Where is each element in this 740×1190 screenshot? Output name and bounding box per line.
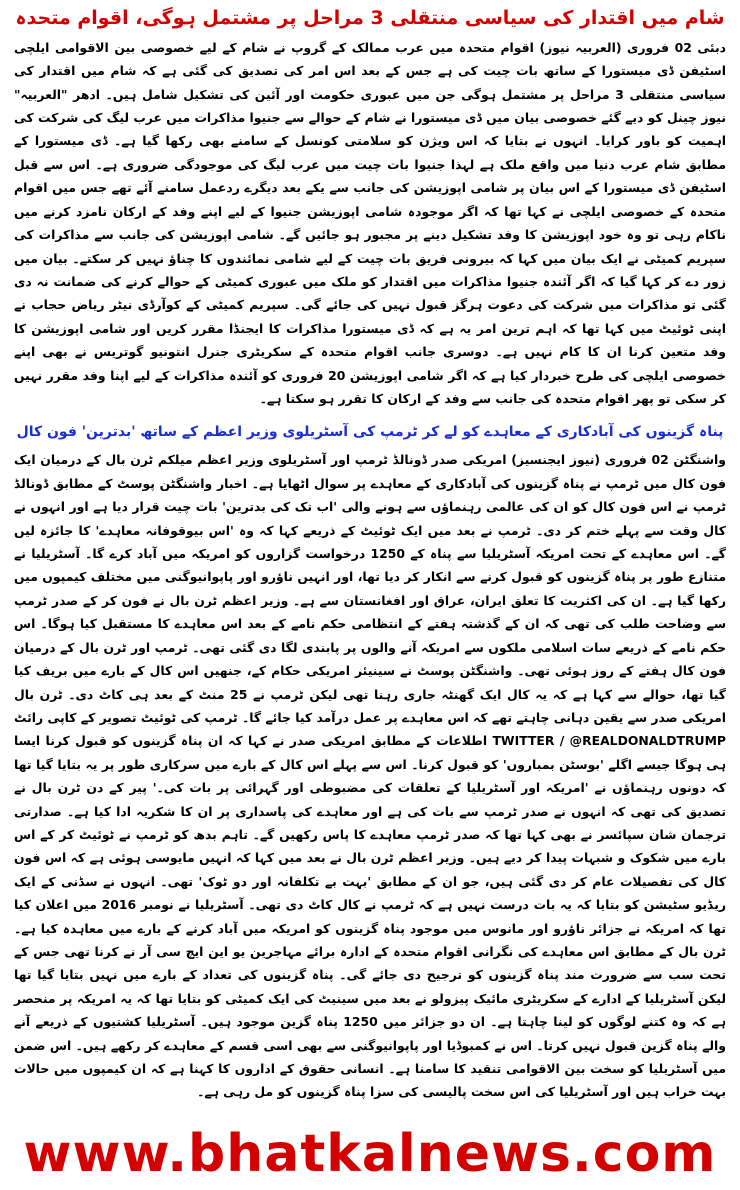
article-1-body: دبئی 02 فروری (العربیہ نیوز) اقوام متحدہ میں عرب ممالک کے گروپ نے شام کے لیے خصوصی بین الاقوامی ایلچی اسٹیفن ڈی میستورا کے ساتھ بات چیت کی ہے جس کے بعد اس امر کی تصدیق کی گئی ہے کہ شام میں اقتدار کی سیاسی منتقلی 3 مراحل پر مشتمل ہوگی جن میں عبوری حکومت اور آئین کی تشکیل شامل ہیں۔ ادھر "العربیہ" نیوز چینل کو دیے گئے خصوصی بیان میں ڈی میستورا نے شام کے حوالے سے جنیوا مذاکرات میں عرب لیگ کی شرکت کی اہمیت کو باور کرایا۔ انہوں نے بتایا کہ اس ویژن کو سلامتی کونسل کے سامنے بھی رکھا گیا ہے۔ ڈی میستورا کے مطابق شام عرب دنیا میں واقع ملک ہے لہذا جنیوا بات چیت میں عرب لیگ کی موجودگی ضروری ہے۔ اس سے قبل اسٹیفن ڈی میستورا کے اس بیان پر شامی اپوزیشن کی جانب سے یکے بعد دیگرے ردعمل سامنے آئے تھے جس میں اقوام متحدہ کے خصوصی ایلچی نے کہا تھا کہ اگر موجودہ شامی اپوزیشن جنیوا کے لیے اپنے وفد کے ارکان نامزد کرنے میں ناکام رہی تو وہ خود اپوزیشن کا وفد تشکیل دینے پر مجبور ہو جائیں گے۔ شامی اپوزیشن کی جانب سے مذاکرات کی سپریم کمیٹی نے ایک بیان میں کہا کہ بیرونی فریق بات چیت کے لیے شامی نمائندوں کا چناؤ نہیں کر سکتے۔ بیان میں زور دے کر کہا گیا کہ اگر آئندہ جنیوا مذاکرات میں اقتدار کو ملک میں عبوری کمیٹی کے حوالے کرنے کی ضمانت نہ دی گئی تو مذاکرات میں شرکت کی دعوت ہرگز قبول نہیں کی جائے گی۔ سپریم کمیٹی کے کوآرڈی نیٹر ریاض حجاب نے اپنی ٹوئیٹ میں کہا تھا کہ اہم ترین امر یہ ہے کہ ڈی میستورا مذاکرات کا ایجنڈا مقرر کریں اور شامی اپوزیشن کا وفد متعین کرنا ان کا کام نہیں ہے۔ دوسری جانب اقوام متحدہ کے سکریٹری جنرل انتونیو گوتریس نے بھی اپنے خصوصی ایلچی کی طرح خبردار کیا ہے کہ اگر شامی اپوزیشن 20 فروری کو آئندہ مذاکرات کے لیے اپنا وفد مقرر نہیں کر سکی تو پھر اقوام متحدہ کی جانب سے وفد کے ارکان کا تقرر ہو سکتا ہے۔ bbox=[14, 39, 726, 406]
article-2 bbox=[14, 448, 726, 1103]
article-2-body: واشنگٹن 02 فروری (نیوز ایجنسیز) امریکی صدر ڈونالڈ ٹرمپ اور آسٹریلوی وزیر اعظم میلکم ٹرن بال کے درمیان ایک فون کال میں ٹرمپ نے پناہ گزینوں کی آبادکاری کے معاہدے پر سوال اٹھایا ہے۔ اخبار واشنگٹن پوسٹ کے مطابق ڈونالڈ ٹرمپ نے اس فون کال کو ان کی عالمی رہنماؤں سے ہونے والی 'اب تک کی بدترین' بات چیت قرار دیا ہے اور انہوں نے کال وقت سے پہلے ختم کر دی۔ ٹرمپ نے بعد میں ایک ٹوئیٹ کے ذریعے کہا کہ وہ 'اس بیوقوفانہ معاہدے' کا جائزہ لیں گے۔ اس معاہدے کے تحت امریکہ آسٹریلیا سے پناہ کے 1250 درخواست گزاروں کو امریکہ میں آباد کرے گا۔ آسٹریلیا نے متنازع طور پر پناہ گزینوں کو قبول کرنے سے انکار کر دیا تھا، اور انہیں ناؤرو اور پاپوانیوگنی میں مختلف کیمپوں میں رکھا گیا ہے۔ ان کی اکثریت کا تعلق ایران، عراق اور افغانستان سے ہے۔ وزیر اعظم ٹرن بال نے فون کر کے صدر ٹرمپ سے وضاحت طلب کی تھی کہ ان کے گذشتہ ہفتے کے انتظامی حکم نامے کے بعد اس معاہدے کا مستقبل کیا ہوگا۔ اس حکم نامے کے ذریعے سات اسلامی ملکوں سے امریکہ آنے والوں پر پابندی لگا دی گئی تھی۔ ٹرمپ اور ٹرن بال کے درمیان فون کال ہفتے کے روز ہوئی تھی۔ واشنگٹن پوسٹ نے سینیئر امریکی حکام کے، جنھیں اس کال کے بارے میں بریف کیا گیا تھا، حوالے سے کہا ہے کہ یہ کال ایک گھنٹہ جاری رہنا تھی لیکن ٹرمپ نے 25 منٹ کے بعد ہی کاٹ دی۔ ٹرن بال امریکی صدر سے یقین دہانی چاہتے تھے کہ اس معاہدے پر عمل درآمد کیا جائے گا۔ ٹرمپ کی ٹوئیٹ تصویر کے کاپی رائٹ TWITTER / @REALDONALDTRUMP اطلاعات کے مطابق امریکی صدر نے کہا کہ ان پناہ گزینوں کو قبول کرنا ایسا ہی ہوگا جیسے اگلے 'بوسٹن بمباروں' کو قبول کرنا۔ اس سے پہلے اس کال کے بارے میں سرکاری طور پر یہ بتایا گیا تھا کہ دونوں رہنماؤں نے 'امریکہ اور آسٹریلیا کے تعلقات کی مضبوطی اور گہرائی پر بات کی۔' پیر کے دن ٹرن بال نے تصدیق کی تھی کہ انہوں نے صدر ٹرمپ سے بات کی ہے اور معاہدے کی پاسداری پر ان کا شکریہ ادا کیا ہے۔ صدارتی ترجمان شان سپائسر نے بھی کہا تھا کہ صدر ٹرمپ معاہدے کا پاس رکھیں گے۔ تاہم بدھ کو ٹرمپ نے ٹوئیٹ کر کے اس بارے میں شکوک و شبہات پیدا کر دیے ہیں۔ وزیر اعظم ٹرن بال نے بعد میں کہا کہ انہیں مایوسی ہوئی ہے کہ اس فون کال کی تفصیلات عام کر دی گئی ہیں، جو ان کے مطابق 'بہت بے تکلفانہ اور دو ٹوک' تھی۔ انہوں نے سڈنی کے ایک ریڈیو سٹیشن کو بتایا کہ یہ بات درست نہیں ہے کہ ٹرمپ نے کال کاٹ دی تھی۔ آسٹریلیا نے نومبر 2016 میں اعلان کیا تھا کہ امریکہ نے جزائر ناؤرو اور مانوس میں موجود پناہ گزینوں کو امریکہ میں آباد کرنے کے بارے میں معاہدہ کیا ہے۔ ٹرن بال کے مطابق اس معاہدے کی نگرانی اقوام متحدہ کے ادارہ برائے مہاجرین یو این ایچ سی آر نے کرنا تھی جس کے تحت سب سے ضرورت مند پناہ گزینوں کو ترجیح دی جائے گی۔ پناہ گزینوں کی تعداد کے بارے میں نہیں بتایا گیا تھا لیکن آسٹریلیا کے ادارے کے سکریٹری مائیک پیزولو نے بعد میں سینیٹ کی ایک کمیٹی کو بتایا تھا کہ یہ امریکہ پر منحصر ہے کہ وہ کتنے لوگوں کو لینا چاہتا ہے۔ ان دو جزائر میں 1250 پناہ گزین موجود ہیں۔ آسٹریلیا کشتیوں کے ذریعے آنے والے پناہ گزین قبول نہیں کرتا۔ اس نے کمبوڈیا اور پاپوانیوگنی سے بھی اسی قسم کے معاہدے کر رکھے ہیں۔ اس ضمن میں آسٹریلیا کو سخت بین الاقوامی تنقید کا سامنا ہے۔ انسانی حقوق کے اداروں کا کہنا ہے کہ ان کیمپوں میں حالات بہت خراب ہیں اور آسٹریلیا کی اس سخت پالیسی کی سزا پناہ گزینوں کو مل رہی ہے۔ bbox=[13, 452, 727, 1100]
article-1-headline: شام میں اقتدار کی سیاسی منتقلی 3 مراحل پر مشتمل ہوگی، اقوام متحدہ bbox=[15, 7, 725, 29]
website-footer: www.bhatkalnews.com bbox=[23, 1124, 717, 1184]
article-2-headline: پناہ گزینوں کی آبادکاری کے معاہدے کو لے کر ٹرمپ کی آسٹریلوی وزیر اعظم کے ساتھ 'بدترین' فون کال bbox=[16, 424, 724, 441]
article-1 bbox=[14, 36, 726, 411]
